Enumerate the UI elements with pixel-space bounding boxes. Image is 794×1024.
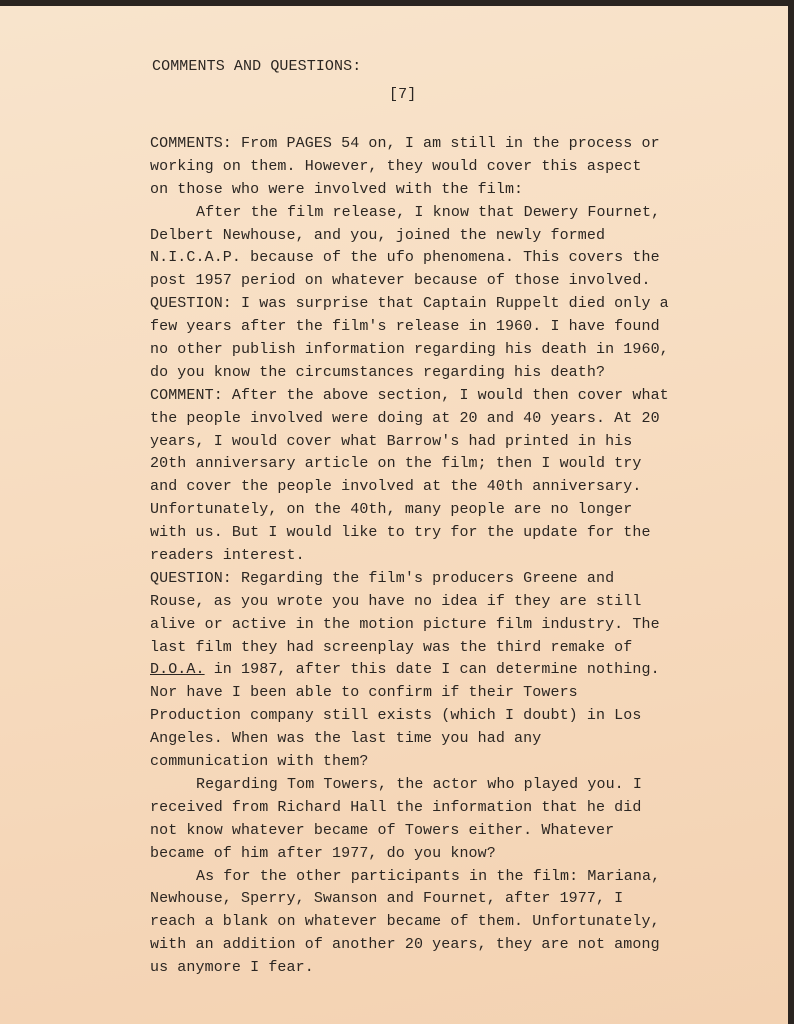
text-line <box>150 705 669 728</box>
text-line <box>150 728 669 751</box>
line-text: Regarding Tom Towers, the actor who played you. I <box>196 775 642 793</box>
heading: COMMENTS AND QUESTIONS: <box>152 58 362 75</box>
text-line <box>150 247 669 270</box>
text-line <box>150 797 669 820</box>
body-text <box>150 133 669 980</box>
line-text: with an addition of another 20 years, they are not among <box>150 936 660 954</box>
line-text: reach a blank on whatever became of them. Unfortunately, <box>150 913 660 931</box>
line-text: post 1957 period on whatever because of those involved. <box>150 272 651 290</box>
line-text: COMMENT: After the above section, I would then cover what <box>150 386 669 404</box>
line-text: and cover the people involved at the 40th anniversary. <box>150 478 642 496</box>
text-line <box>150 270 669 293</box>
text-line <box>150 202 669 225</box>
text-line <box>150 339 669 362</box>
line-text: N.I.C.A.P. because of the ufo phenomena. This covers the <box>150 249 660 267</box>
line-text: Newhouse, Sperry, Swanson and Fournet, after 1977, I <box>150 890 624 908</box>
text-line <box>150 682 669 705</box>
text-line <box>150 453 669 476</box>
line-text: no other publish information regarding his death in 1960, <box>150 341 669 359</box>
line-text: working on them. However, they would cover this aspect <box>150 157 642 175</box>
line-text: on those who were involved with the film: <box>150 180 524 198</box>
text-line <box>150 133 669 156</box>
page-number: [7] <box>389 86 417 103</box>
line-text: After the film release, I know that Dewery Fournet, <box>196 203 661 221</box>
text-line <box>150 499 669 522</box>
line-text: communication with them? <box>150 753 369 771</box>
line-text: few years after the film's release in 1960. I have found <box>150 318 660 336</box>
text-line <box>150 774 669 797</box>
text-line <box>150 408 669 431</box>
line-text: us anymore I fear. <box>150 959 314 977</box>
text-line <box>150 476 669 499</box>
line-text: Delbert Newhouse, and you, joined the newly formed <box>150 226 606 244</box>
text-line <box>150 911 669 934</box>
text-line <box>150 179 669 202</box>
line-text: with us. But I would like to try for the update for the <box>150 524 651 542</box>
text-line <box>150 431 669 454</box>
text-line <box>150 545 669 568</box>
text-line <box>150 522 669 545</box>
text-line <box>150 614 669 637</box>
line-text: readers interest. <box>150 547 305 565</box>
line-text: QUESTION: I was surprise that Captain Ruppelt died only a <box>150 295 669 313</box>
line-text: received from Richard Hall the information that he did <box>150 798 642 816</box>
text-line <box>150 362 669 385</box>
text-line <box>150 637 669 660</box>
text-line <box>150 888 669 911</box>
text-line <box>150 820 669 843</box>
text-line <box>150 843 669 866</box>
text-line <box>150 934 669 957</box>
line-text: 20th anniversary article on the film; then I would try <box>150 455 642 473</box>
line-text: Angeles. When was the last time you had any <box>150 730 542 748</box>
text-line <box>150 225 669 248</box>
line-text: QUESTION: Regarding the film's producers Greene and <box>150 569 615 587</box>
line-text: the people involved were doing at 20 and 40 years. At 20 <box>150 409 660 427</box>
text-line <box>150 156 669 179</box>
line-text: last film they had screenplay was the third remake of <box>150 638 633 656</box>
text-line <box>150 659 669 682</box>
line-text: Rouse, as you wrote you have no idea if they are still <box>150 592 642 610</box>
text-line <box>150 866 669 889</box>
text-line <box>150 591 669 614</box>
underlined-title: D.O.A. <box>150 661 205 679</box>
text-line <box>150 568 669 591</box>
line-text: became of him after 1977, do you know? <box>150 844 496 862</box>
line-text: Nor have I been able to confirm if their Towers <box>150 684 578 702</box>
line-text: Unfortunately, on the 40th, many people are no longer <box>150 501 633 519</box>
line-text: As for the other participants in the film: Mariana, <box>196 867 661 885</box>
text-line <box>150 316 669 339</box>
text-line <box>150 957 669 980</box>
text-line <box>150 293 669 316</box>
line-text: COMMENTS: From PAGES 54 on, I am still in the process or <box>150 135 660 152</box>
line-text: alive or active in the motion picture film industry. The <box>150 615 660 633</box>
document-page <box>0 6 788 1024</box>
line-text: Production company still exists (which I doubt) in Los <box>150 707 642 725</box>
line-text: do you know the circumstances regarding his death? <box>150 363 606 381</box>
line-text: years, I would cover what Barrow's had printed in his <box>150 432 633 450</box>
line-text: in 1987, after this date I can determine nothing. <box>204 661 660 679</box>
text-line <box>150 751 669 774</box>
text-line <box>150 385 669 408</box>
line-text: not know whatever became of Towers either. Whatever <box>150 821 615 839</box>
